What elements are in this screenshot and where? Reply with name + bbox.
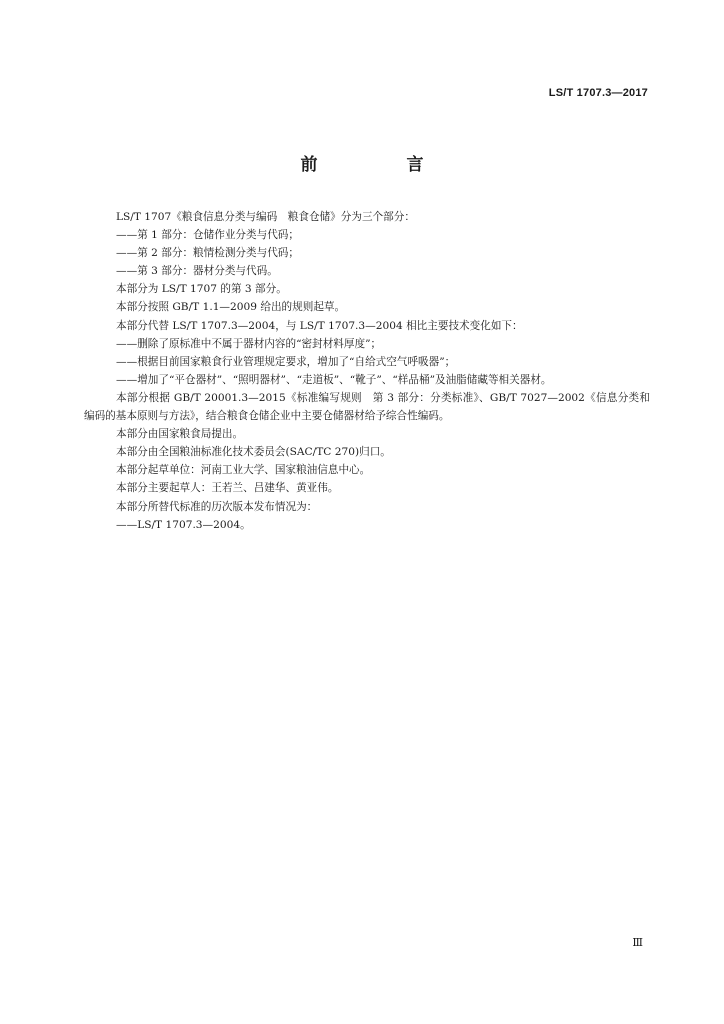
list-item-change-2: ——根据目前国家粮食行业管理规定要求，增加了“自给式空气呼吸器”； [116, 355, 456, 368]
paragraph-part-of: 本部分为 LS/T 1707 的第 3 部分。 [116, 283, 287, 296]
standard-code: LS/T 1707.3—2017 [548, 87, 648, 99]
list-item-part-3: ——第 3 部分：器材分类与代码。 [116, 265, 278, 278]
paragraph-proposed-by: 本部分由国家粮食局提出。 [116, 428, 244, 441]
paragraph-basis: 本部分根据 GB/T 20001.3—2015《标准编写规则 第 3 部分：分类标准》、GB/T 7027—2002《信息分类和编码的基本原则与方法》，结合粮食仓储企业中主要仓储器材给予综合性编码。 [84, 391, 650, 423]
list-item-history-1: ——LS/T 1707.3—2004。 [116, 518, 251, 531]
paragraph-intro: LS/T 1707《粮食信息分类与编码 粮食仓储》分为三个部分： [116, 211, 415, 223]
paragraph-drafting-rules: 本部分按照 GB/T 1.1—2009 给出的规则起草。 [116, 301, 346, 314]
page-title: 前 言 [300, 155, 460, 175]
paragraph-history: 本部分所替代标准的历次版本发布情况为： [116, 500, 318, 513]
list-item-part-2: ——第 2 部分：粮情检测分类与代码； [116, 247, 299, 260]
foreword-body [84, 208, 650, 534]
paragraph-drafting-units: 本部分起草单位：河南工业大学、国家粮油信息中心。 [116, 464, 371, 477]
page-number: Ⅲ [632, 936, 642, 949]
list-item-change-3: ——增加了“平仓器材”、“照明器材”、“走道板”、“靴子”、“样品桶”及油脂储藏等相关器材。 [116, 373, 552, 386]
paragraph-drafters: 本部分主要起草人：王若兰、吕建华、黄亚伟。 [116, 482, 339, 495]
paragraph-administered-by: 本部分由全国粮油标准化技术委员会(SAC/TC 270)归口。 [116, 446, 391, 459]
paragraph-replaces: 本部分代替 LS/T 1707.3—2004，与 LS/T 1707.3—2004 相比主要技术变化如下： [116, 319, 523, 332]
list-item-change-1: ——删除了原标准中不属于器材内容的“密封材料厚度”； [116, 337, 382, 350]
list-item-part-1: ——第 1 部分：仓储作业分类与代码； [116, 229, 299, 242]
